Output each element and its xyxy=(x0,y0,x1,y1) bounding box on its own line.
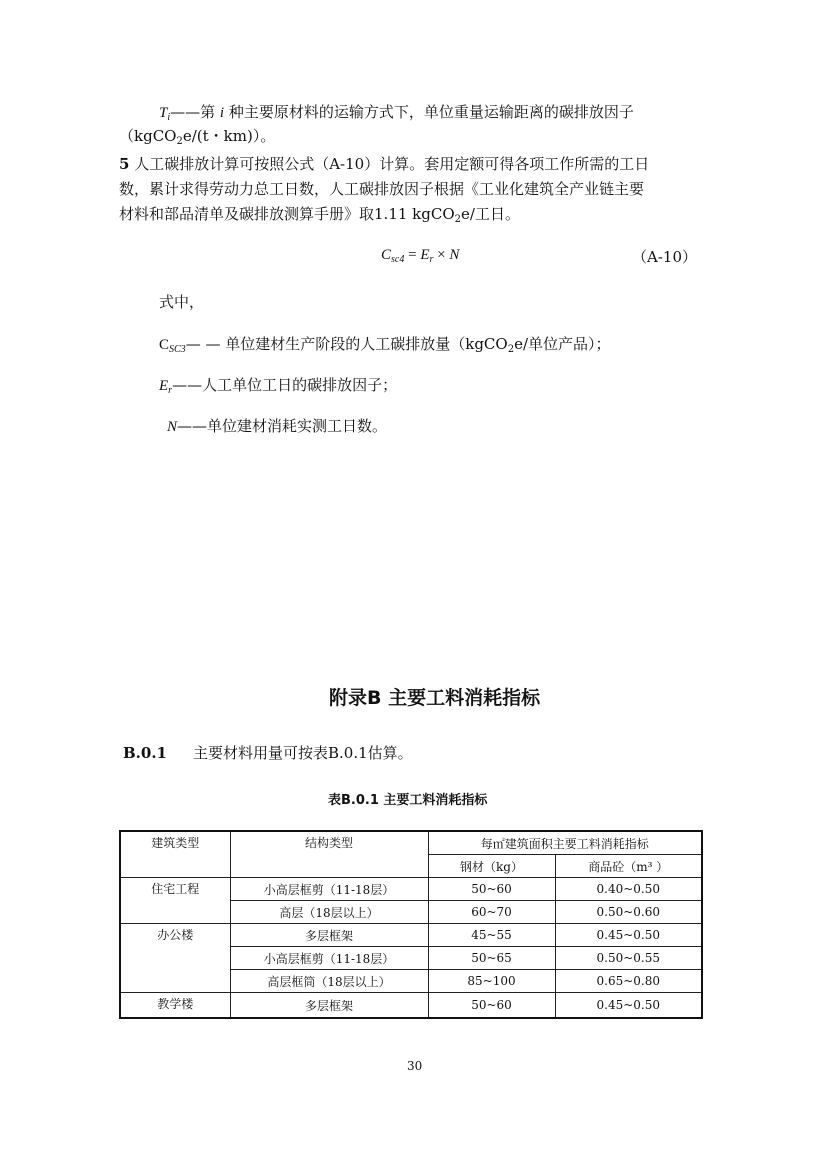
table-title: 表B.0.1 主要工料消耗指标 xyxy=(328,793,488,808)
c-symbol: $C_{SC3}$ xyxy=(159,337,186,355)
clause-5-number: 5 xyxy=(119,155,130,173)
concrete-cell: 0.50~0.60 xyxy=(555,901,702,924)
steel-cell: 85~100 xyxy=(428,970,555,993)
steel-cell: 50~60 xyxy=(428,878,555,901)
building-type-cell: 住宅工程 xyxy=(120,878,230,924)
concrete-cell: 0.45~0.50 xyxy=(555,993,702,1019)
consumption-table xyxy=(119,830,703,1019)
structure-cell: 小高层框剪（11-18层） xyxy=(230,878,428,901)
header-steel: 钢材（kg） xyxy=(428,855,555,878)
structure-cell: 高层（18层以上） xyxy=(230,901,428,924)
e-symbol: $E_r$ xyxy=(159,378,173,396)
structure-cell: 多层框架 xyxy=(230,993,428,1019)
clause-5-text1: 人工碳排放计算可按照公式（A-10）计算。套用定额可得各项工作所需的工日 xyxy=(129,155,650,173)
table-header-row xyxy=(120,831,702,855)
clause-b01-number: B.0.1 xyxy=(123,744,167,762)
ti-definition-line1 xyxy=(159,101,634,124)
concrete-cell: 0.40~0.50 xyxy=(555,878,702,901)
n-symbol: N xyxy=(167,419,178,435)
formula-label: （A-10） xyxy=(632,248,697,266)
page-number: 30 xyxy=(407,1059,423,1073)
table-row xyxy=(120,924,702,947)
clause-b01-text: 主要材料用量可按表B.0.1估算。 xyxy=(193,744,413,762)
ti-definition-unit: （kgCO$_2$e/(t・km)）。 xyxy=(119,127,276,147)
header-structure-type: 结构类型 xyxy=(230,831,428,878)
concrete-cell: 0.45~0.50 xyxy=(555,924,702,947)
where-c-line: $C_{SC3}—$ — 单位建材生产阶段的人工碳排放量（kgCO$_2$e/单位产品）； xyxy=(159,335,611,355)
structure-cell: 多层框架 xyxy=(230,924,428,947)
steel-cell: 60~70 xyxy=(428,901,555,924)
building-type-cell: 办公楼 xyxy=(120,924,230,993)
clause-b01 xyxy=(123,742,167,764)
where-intro: 式中， xyxy=(159,293,205,311)
ti-text-a: ——第 xyxy=(170,103,220,121)
table-row xyxy=(120,878,702,901)
ti-text-b: 种主要原材料的运输方式下，单位重量运输距离的碳排放因子 xyxy=(224,103,634,121)
ti-symbol: $T_i$ xyxy=(159,105,171,123)
ti-index: i xyxy=(219,105,225,121)
clause-5-line3: 材料和部品清单及碳排放测算手册》取1.11 kgCO$_2$e/工日。 xyxy=(119,205,520,225)
header-concrete: 商品砼（m³ ） xyxy=(555,855,702,878)
header-building-type: 建筑类型 xyxy=(120,831,230,878)
steel-cell: 50~60 xyxy=(428,993,555,1019)
clause-5-line1 xyxy=(119,153,649,175)
steel-cell: 45~55 xyxy=(428,924,555,947)
building-type-cell: 教学楼 xyxy=(120,993,230,1019)
header-group: 每㎡建筑面积主要工料消耗指标 xyxy=(428,831,702,855)
appendix-title: 附录B 主要工料消耗指标 xyxy=(329,687,541,709)
where-e-line: $E_r——$人工单位工日的碳排放因子； xyxy=(159,376,398,396)
table-row xyxy=(120,993,702,1019)
formula-a10: $C_{sc4} = E_r \times N$ xyxy=(381,247,460,265)
concrete-cell: 0.65~0.80 xyxy=(555,970,702,993)
steel-cell: 50~65 xyxy=(428,947,555,970)
clause-5-line2: 数，累计求得劳动力总工日数，人工碳排放因子根据《工业化建筑全产业链主要 xyxy=(119,180,645,198)
structure-cell: 小高层框剪（11-18层） xyxy=(230,947,428,970)
concrete-cell: 0.50~0.55 xyxy=(555,947,702,970)
where-n-line: N——单位建材消耗实测工日数。 xyxy=(167,417,388,435)
structure-cell: 高层框筒（18层以上） xyxy=(230,970,428,993)
